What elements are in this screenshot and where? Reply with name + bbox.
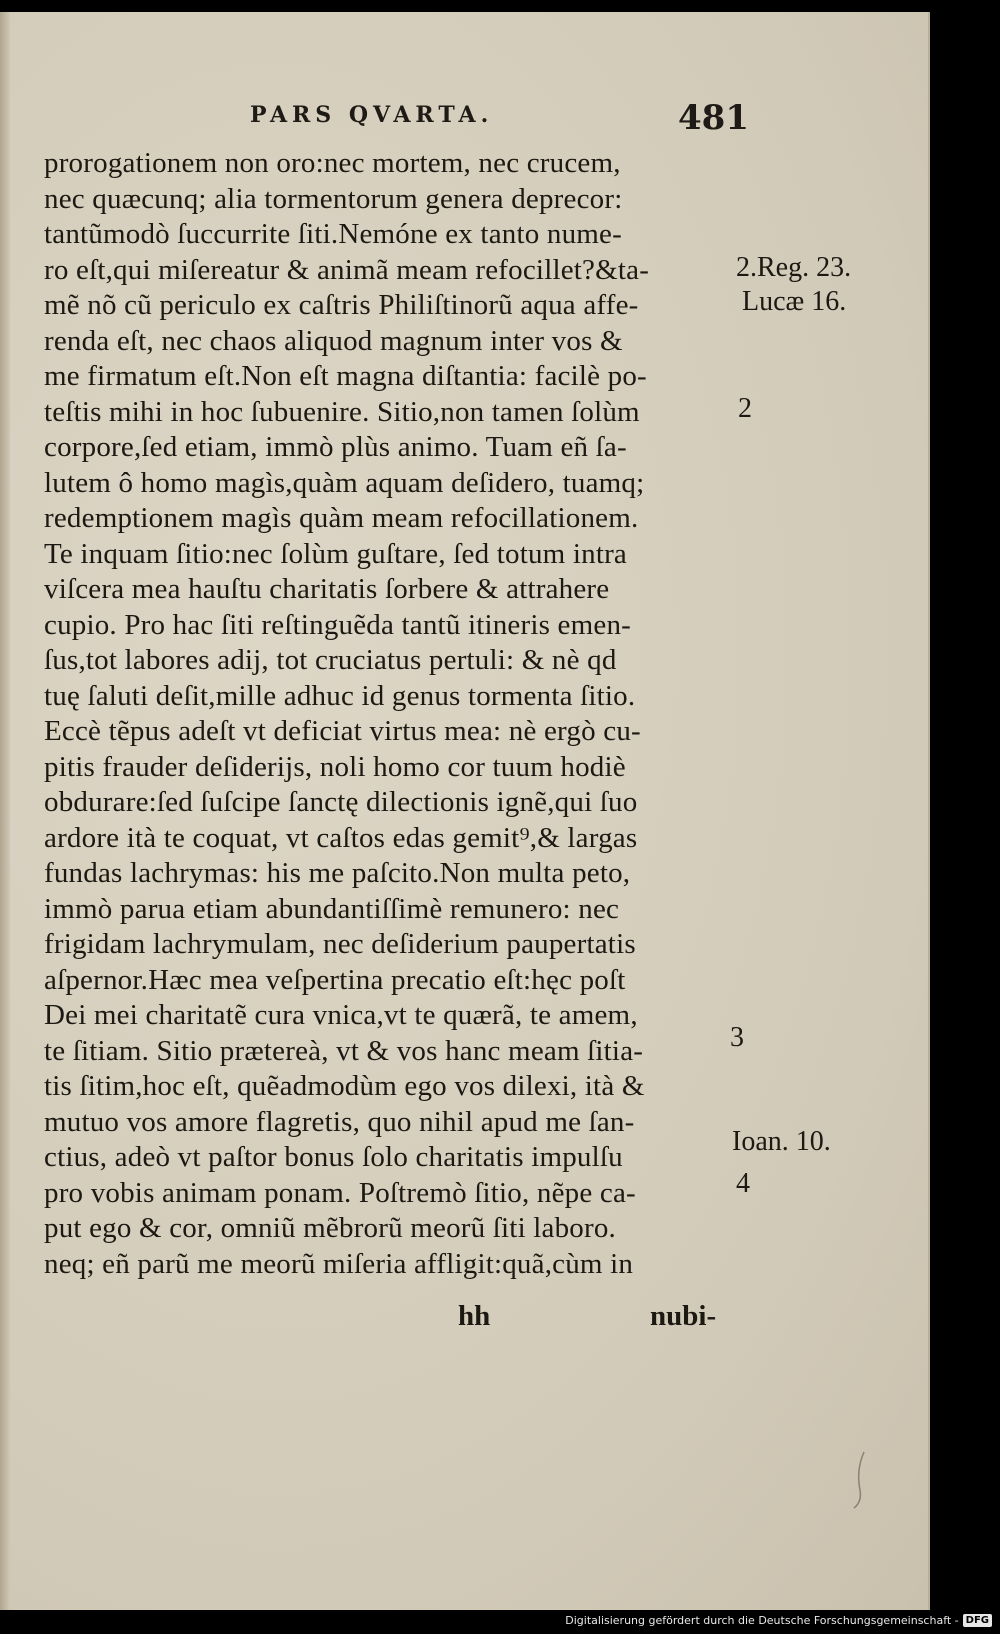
text-line: mutuo vos amore flagretis, quo nihil apud me ſan- — [44, 1105, 635, 1138]
text-line: ctius, adeò vt paſtor bonus ſolo charitatis impulſu — [44, 1141, 623, 1173]
text-line: tis ſitim,hoc eſt, quẽadmodùm ego vos dilexi, ità & — [44, 1070, 645, 1102]
margin-note-number: 2 — [738, 393, 752, 424]
text-line: redemptionem magìs quàm meam refocillationem. — [44, 502, 639, 534]
margin-note-luc: Lucæ 16. — [742, 286, 847, 317]
text-line: me firmatum eſt.Non eſt magna diſtantia: facilè po- — [44, 360, 647, 392]
dfg-logo: DFG — [963, 1614, 992, 1627]
text-line: Dei mei charitatẽ cura vnica,vt te quærã, te amem, — [44, 999, 638, 1031]
text-line: teſtis mihi in hoc ſubuenire. Sitio,non tamen ſolùm — [44, 395, 640, 428]
margin-note-reg: 2.Reg. 23. — [736, 252, 852, 283]
text-line: corpore,ſed etiam, immò plùs animo. Tuam eñ ſa- — [44, 431, 627, 463]
text-line: obdurare:ſed ſuſcipe ſanctę dilectionis ignẽ,qui ſuo — [44, 786, 638, 818]
text-line: lutem ô homo magìs,quàm aquam deſidero, tuamq; — [44, 466, 645, 499]
text-line: Eccè tẽpus adeſt vt deficiat virtus mea: nè ergò cu- — [44, 715, 641, 747]
text-line: renda eſt, nec chaos aliquod magnum inter vos & — [44, 324, 623, 357]
page-number: 481 — [678, 98, 749, 138]
text-line: nec quæcunq; alia tormentorum genera deprecor: — [44, 182, 623, 215]
text-line: fundas lachrymas: his me paſcito.Non multa peto, — [44, 857, 631, 889]
text-line: ſus,tot labores adij, tot cruciatus pertuli: & nè qd — [44, 644, 617, 676]
text-line: pro vobis animam ponam. Poſtremò ſitio, nẽpe ca- — [44, 1176, 636, 1209]
catchword: nubi- — [650, 1300, 717, 1332]
text-line: viſcera mea hauſtu charitatis ſorbere & attrahere — [44, 573, 610, 605]
text-line: neq; eñ parũ me meorũ miſeria affligit:quã,cùm in — [44, 1247, 634, 1280]
text-line: ardore ità te coquat, vt caſtos edas gemit⁹,& largas — [44, 821, 638, 854]
text-line: te ſitiam. Sitio prætereà, vt & vos hanc meam ſitia- — [44, 1034, 644, 1067]
text-line: put ego & cor, omniũ mẽbrorũ meorũ ſiti laboro. — [44, 1212, 617, 1244]
text-line: pitis frauder deſiderijs, noli homo cor tuum hodiè — [44, 750, 626, 783]
text-line: tuę ſaluti deſit,mille adhuc id genus tormenta ſitio. — [44, 679, 636, 712]
text-line: tantũmodò ſuccurrite ſiti.Nemóne ex tanto nume- — [44, 218, 622, 250]
margin-note-number: 4 — [736, 1168, 750, 1199]
body-text — [44, 146, 728, 1282]
digitization-footer — [565, 1610, 992, 1630]
text-line: prorogationem non oro:nec mortem, nec crucem, — [44, 147, 621, 179]
margin-note-number: 3 — [730, 1022, 744, 1053]
text-line: aſpernor.Hæc mea veſpertina precatio eſt:hęc poſt — [44, 963, 626, 996]
text-line: Te inquam ſitio:nec ſolùm guſtare, ſed totum intra — [44, 537, 628, 570]
signature-mark: hh — [458, 1300, 491, 1332]
paper-mark — [850, 1450, 870, 1510]
page-gutter-shadow — [0, 12, 10, 1610]
text-line: mẽ nõ cũ periculo ex caſtris Philiſtinorũ aqua affe- — [44, 289, 639, 321]
text-line: cupio. Pro hac ſiti reſtinguẽda tantũ itineris emen- — [44, 608, 632, 641]
text-line: immò parua etiam abundantiſſimè remunero: nec — [44, 892, 620, 925]
margin-note-ioan: Ioan. 10. — [732, 1126, 831, 1157]
footer-credit: Digitalisierung gefördert durch die Deutsche Forschungsgemeinschaft - — [565, 1613, 959, 1627]
running-head: PARS QVARTA. — [250, 102, 494, 128]
text-line: ro eſt,qui miſereatur & animã meam refocillet?&ta- — [44, 253, 650, 286]
text-line: frigidam lachrymulam, nec deſiderium paupertatis — [44, 928, 636, 960]
